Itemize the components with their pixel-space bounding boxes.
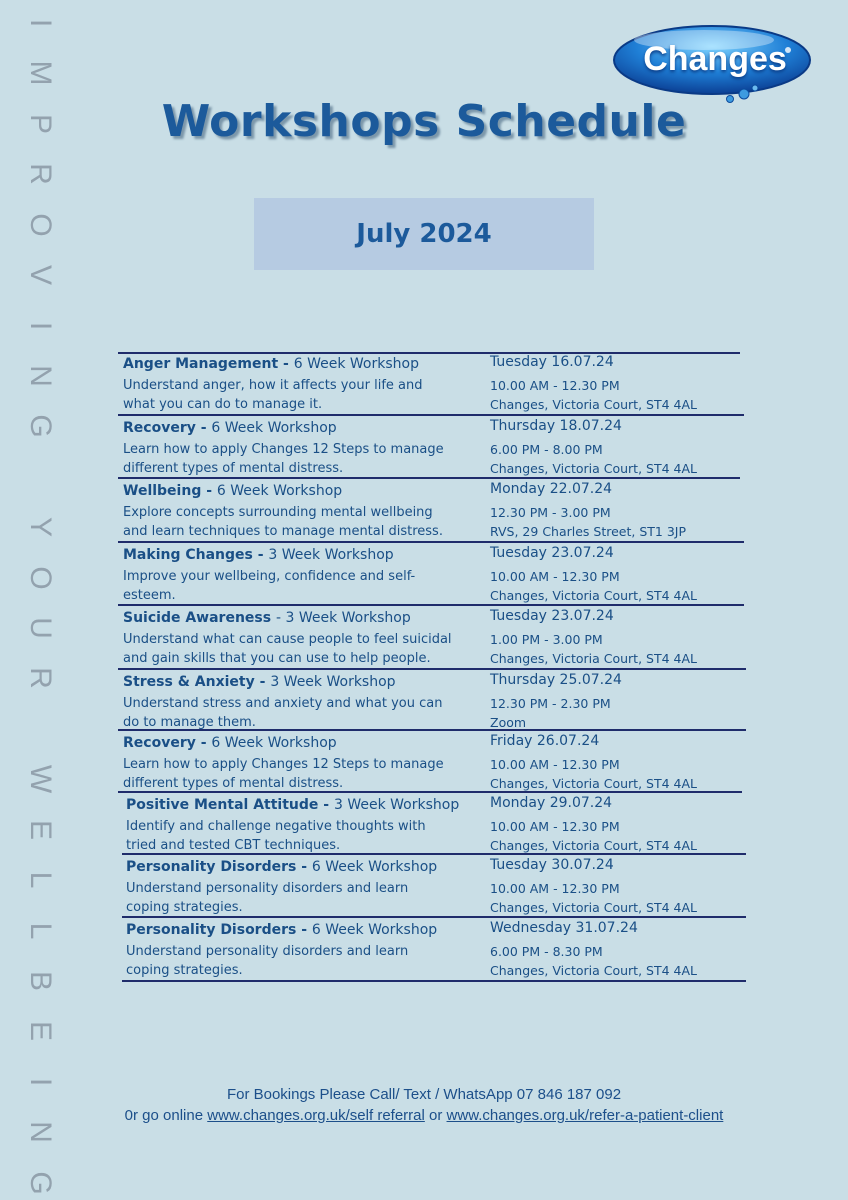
workshop-desc-line: tried and tested CBT techniques. [126, 838, 341, 853]
side-letter: L [24, 871, 57, 889]
side-letter [25, 714, 55, 744]
workshop-title [123, 482, 342, 500]
side-letter: V [24, 265, 57, 286]
workshop-desc-line: Learn how to apply Changes 12 Steps to manage [123, 757, 444, 772]
workshop-row [118, 479, 746, 543]
workshop-type: 6 Week Workshop [311, 922, 438, 938]
workshop-description [123, 755, 444, 793]
side-letter: W [24, 765, 57, 794]
workshop-type: 3 Week Workshop [270, 674, 396, 690]
workshop-title [123, 673, 396, 691]
workshop-description [123, 440, 444, 478]
side-letter: B [24, 971, 57, 992]
workshop-name: Making Changes - [123, 547, 269, 563]
workshop-location: Changes, Victoria Court, ST4 4AL [490, 461, 697, 476]
side-letter: I [24, 1077, 57, 1087]
workshop-desc-line: Identify and challenge negative thoughts with [126, 819, 426, 834]
workshop-location: Changes, Victoria Court, ST4 4AL [490, 838, 697, 853]
side-letter: O [24, 213, 57, 237]
workshop-row [118, 918, 746, 982]
workshop-desc-line: coping strategies. [126, 963, 243, 978]
workshop-location: Changes, Victoria Court, ST4 4AL [490, 651, 697, 666]
workshop-name: Recovery - [123, 420, 212, 436]
workshop-title [123, 419, 337, 437]
side-letter: I [24, 321, 57, 330]
workshop-date: Thursday 18.07.24 [490, 418, 622, 434]
self-referral-link[interactable]: www.changes.org.uk/self referral [207, 1107, 425, 1124]
workshop-description [123, 503, 443, 541]
online-prefix: 0r go online [124, 1107, 208, 1124]
changes-logo[interactable] [612, 22, 818, 106]
workshop-desc-line: Understand personality disorders and learn [126, 881, 409, 896]
workshop-time: 6.00 PM - 8.00 PM [490, 442, 603, 457]
side-letter: G [24, 1171, 57, 1195]
workshop-row [118, 352, 746, 416]
workshop-type: 3 Week Workshop [268, 547, 394, 563]
workshop-type: 6 Week Workshop [216, 483, 343, 499]
workshop-time: 10.00 AM - 12.30 PM [490, 569, 620, 584]
workshop-date: Thursday 25.07.24 [490, 672, 622, 688]
workshop-location: Changes, Victoria Court, ST4 4AL [490, 588, 697, 603]
workshop-time: 12.30 PM - 2.30 PM [490, 696, 611, 711]
workshop-location: Changes, Victoria Court, ST4 4AL [490, 397, 697, 412]
booking-phone-line: For Bookings Please Call/ Text / WhatsApp 07 846 187 092 [226, 1086, 622, 1103]
workshop-location: Changes, Victoria Court, ST4 4AL [490, 776, 697, 791]
workshop-title [123, 546, 394, 564]
side-letter: R [24, 667, 57, 690]
workshop-date: Wednesday 31.07.24 [490, 920, 638, 936]
workshop-desc-line: Improve your wellbeing, confidence and self- [123, 569, 416, 584]
workshop-location: Changes, Victoria Court, ST4 4AL [490, 900, 697, 915]
side-letter: M [24, 60, 57, 86]
side-tagline [22, 8, 58, 1198]
workshop-date: Friday 26.07.24 [490, 733, 600, 749]
workshop-type: 6 Week Workshop [211, 420, 337, 436]
workshop-desc-line: Understand what can cause people to feel suicidal [123, 632, 452, 647]
workshop-name: Positive Mental Attitude - [126, 797, 334, 813]
workshop-title [123, 609, 411, 627]
workshop-description [126, 879, 408, 917]
workshop-title [126, 921, 437, 939]
workshop-description [123, 694, 442, 732]
workshop-date: Tuesday 16.07.24 [490, 354, 614, 370]
workshop-row [118, 855, 746, 918]
workshop-time: 10.00 AM - 12.30 PM [490, 819, 620, 834]
workshop-row [118, 731, 746, 793]
workshop-type: 3 Week Workshop [333, 797, 460, 813]
side-letter: E [24, 1021, 57, 1042]
workshop-time: 6.00 PM - 8.30 PM [490, 944, 603, 959]
workshop-title [126, 796, 459, 814]
workshop-location: RVS, 29 Charles Street, ST1 3JP [490, 524, 687, 539]
workshop-desc-line: different types of mental distress. [123, 461, 344, 476]
workshop-description [123, 630, 452, 668]
online-or: or [424, 1107, 447, 1124]
workshop-desc-line: do to manage them. [123, 715, 256, 730]
side-letter: L [24, 922, 57, 939]
workshop-row [118, 670, 746, 731]
booking-online-line [0, 1105, 848, 1126]
side-letter: I [24, 18, 57, 28]
workshop-date: Monday 29.07.24 [490, 795, 613, 811]
workshop-desc-line: and learn techniques to manage mental distress. [123, 524, 443, 539]
side-letter: O [24, 565, 57, 590]
workshop-title [126, 858, 437, 876]
workshop-desc-line: what you can do to manage it. [123, 397, 323, 412]
workshop-desc-line: coping strategies. [126, 900, 243, 915]
month-label: July 2024 [254, 198, 594, 270]
workshop-description [123, 567, 415, 605]
row-rule [122, 980, 746, 982]
workshop-description [126, 817, 426, 855]
workshop-row [118, 793, 746, 855]
workshop-type: 6 Week Workshop [311, 859, 438, 875]
side-letter: P [24, 113, 57, 134]
logo-text: Changes [643, 40, 787, 78]
workshop-row [118, 416, 746, 479]
workshop-desc-line: different types of mental distress. [123, 776, 344, 791]
workshop-title [123, 355, 419, 373]
workshop-time: 12.30 PM - 3.00 PM [490, 505, 611, 520]
workshop-type: - 3 Week Workshop [275, 610, 411, 626]
side-letter: Y [24, 517, 57, 538]
workshop-desc-line: Understand stress and anxiety and what you can [123, 696, 443, 711]
side-letter: E [24, 819, 57, 840]
workshop-row [118, 606, 746, 670]
workshop-location: Zoom [490, 715, 527, 730]
workshop-name: Stress & Anxiety - [123, 674, 271, 690]
side-letter: N [24, 1121, 57, 1144]
workshop-date: Tuesday 30.07.24 [490, 857, 614, 873]
row-rule [118, 352, 740, 354]
workshop-name: Anger Management - [123, 356, 294, 372]
workshop-name: Wellbeing - [123, 483, 217, 499]
workshop-type: 6 Week Workshop [211, 735, 337, 751]
workshop-title [123, 734, 337, 752]
workshop-type: 6 Week Workshop [293, 356, 419, 372]
refer-patient-link[interactable]: www.changes.org.uk/refer-a-patient-client [446, 1107, 724, 1124]
workshop-row [118, 543, 746, 606]
side-letter: U [24, 617, 57, 639]
workshop-desc-line: Understand anger, how it affects your life and [123, 378, 423, 393]
side-letter: N [24, 365, 57, 387]
workshop-date: Monday 22.07.24 [490, 481, 613, 497]
side-letter: G [24, 414, 57, 439]
workshop-description [123, 376, 423, 414]
workshop-time: 10.00 AM - 12.30 PM [490, 378, 620, 393]
workshop-desc-line: and gain skills that you can use to help people. [123, 651, 431, 666]
workshop-time: 10.00 AM - 12.30 PM [490, 881, 620, 896]
workshop-time: 1.00 PM - 3.00 PM [490, 632, 603, 647]
workshop-location: Changes, Victoria Court, ST4 4AL [490, 963, 697, 978]
workshop-table [118, 352, 746, 982]
workshop-desc-line: esteem. [123, 588, 176, 603]
side-letter [25, 462, 55, 492]
page-title: Workshops Schedule [161, 96, 687, 147]
workshop-name: Suicide Awareness [123, 610, 276, 626]
workshop-desc-line: Learn how to apply Changes 12 Steps to manage [123, 442, 444, 457]
workshop-date: Tuesday 23.07.24 [490, 608, 614, 624]
workshop-time: 10.00 AM - 12.30 PM [490, 757, 620, 772]
workshop-date: Tuesday 23.07.24 [490, 545, 614, 561]
workshop-desc-line: Understand personality disorders and learn [126, 944, 409, 959]
booking-footer [0, 1084, 848, 1126]
workshop-name: Personality Disorders - [126, 859, 312, 875]
workshop-name: Personality Disorders - [126, 922, 312, 938]
side-letter: R [24, 163, 57, 186]
workshop-name: Recovery - [123, 735, 212, 751]
workshop-description [126, 942, 408, 980]
workshop-desc-line: Explore concepts surrounding mental wellbeing [123, 505, 433, 520]
